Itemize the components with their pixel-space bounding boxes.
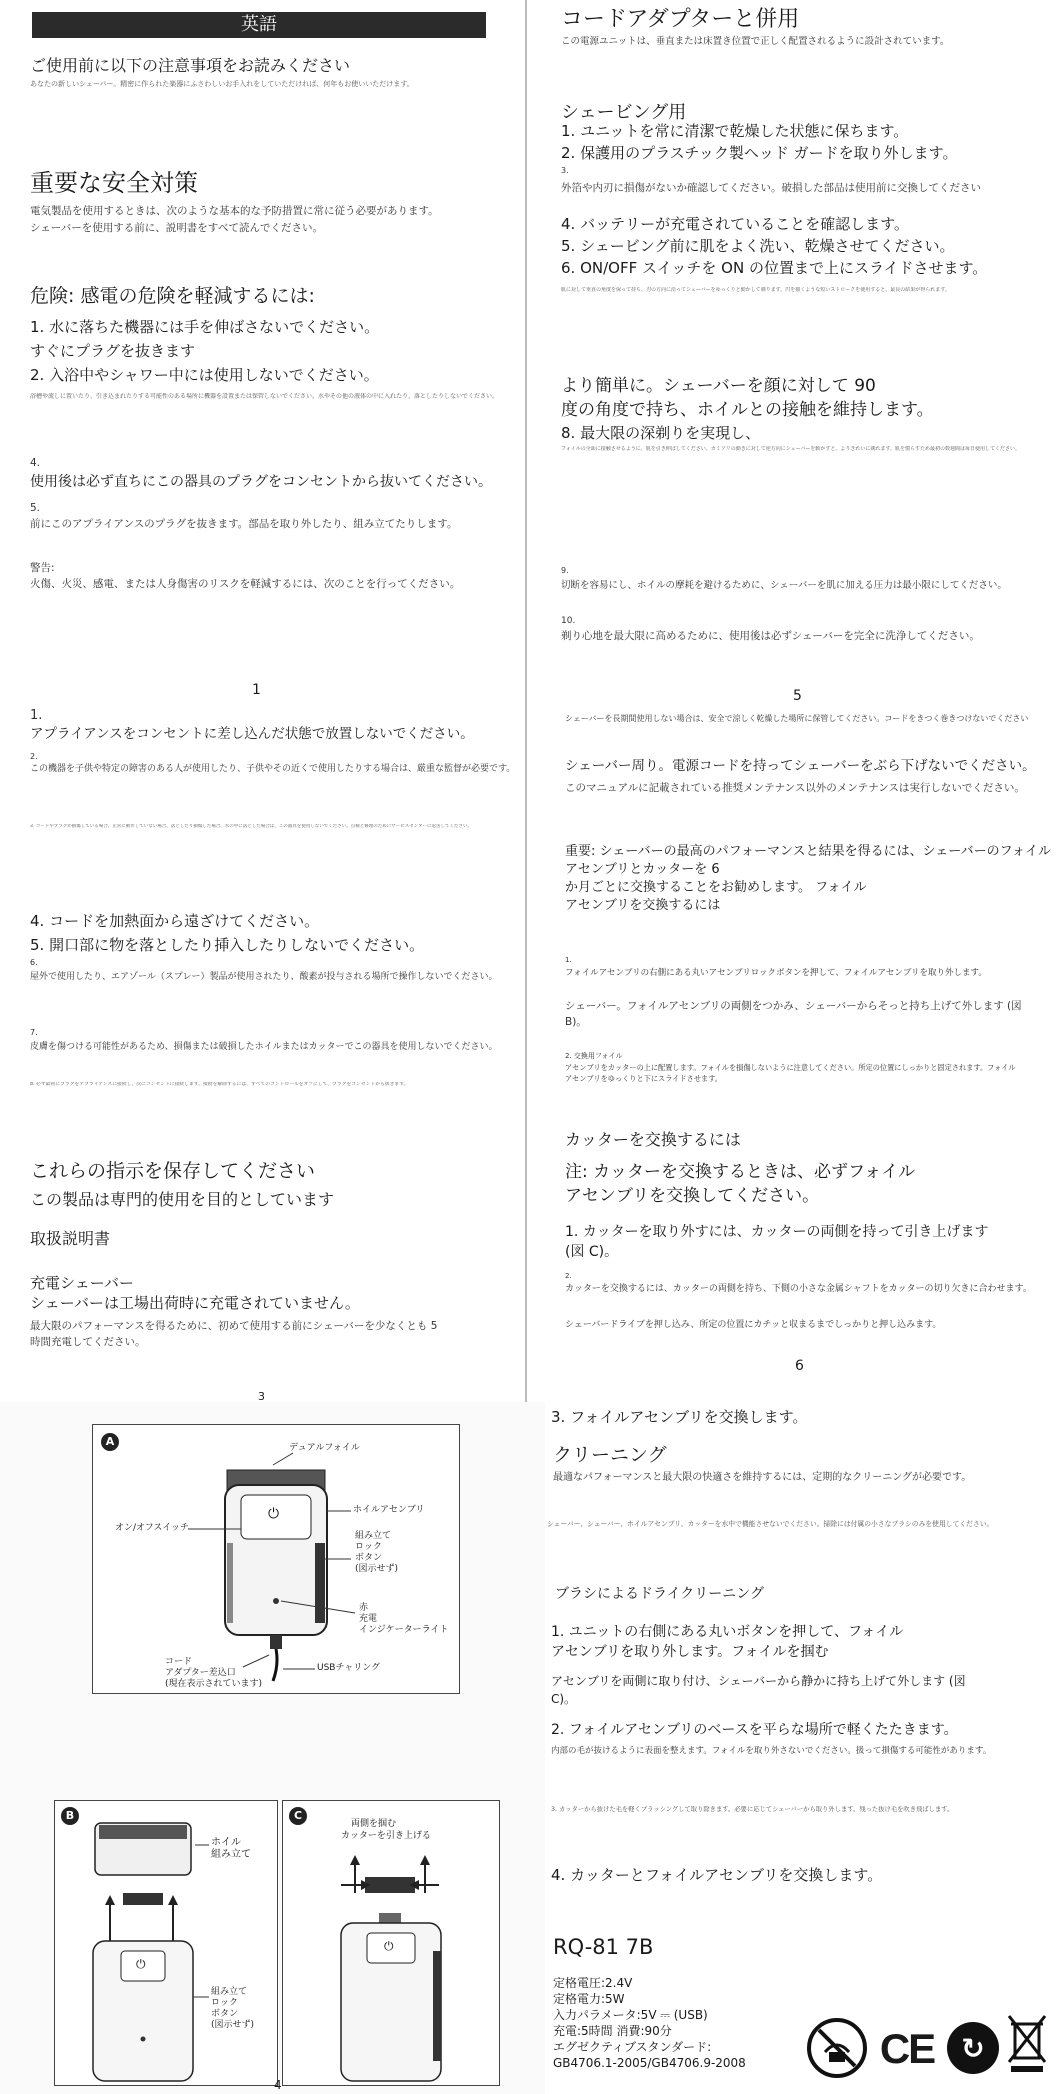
important-note-3: か月ごとに交換することをお勧めします。 フォイル — [565, 880, 867, 895]
danger-item-2: 2. 入浴中やシャワー中には使用しないでください。 — [30, 366, 379, 384]
figure-b-badge: B — [61, 1807, 79, 1825]
page-number: 6 — [795, 1358, 804, 1374]
spec-standard: GB4706.1-2005/GB4706.9-2008 — [553, 2056, 746, 2070]
figure-a-badge: A — [101, 1433, 119, 1451]
page-number: 3 — [258, 1390, 265, 1402]
important-note-4: アセンブリを交換するには — [565, 898, 721, 913]
foil-step-2b: アセンブリをゆっくりと下にスライドさせます。 — [565, 1074, 722, 1083]
cutter-step-2: カッターを交換するには、カッターの両側を持ち、下側の小さな金属シャフトをカッターの切り欠きに合わせます。 — [565, 1284, 1032, 1294]
charging-title: 充電シェーバー — [30, 1274, 134, 1292]
weee-bin-icon — [1005, 2012, 1049, 2076]
label-cord: コード — [165, 1657, 193, 1667]
shaver-illustration — [93, 1425, 459, 1693]
danger-item-3: 浴槽や流しに置いたり、引き込まれたりする可能性のある場所に機器を設置または保管しないでください。水やその他の液体の中に入れたり、落としたりしないでください。 — [30, 393, 499, 400]
danger-item-4: 使用後は必ず直ちにこの器具のプラグをコンセントから抜いてください。 — [30, 474, 492, 490]
foil-step-2-title: 2. 交換用フォイル — [565, 1052, 623, 1060]
page-7 — [545, 1402, 1059, 2094]
label-usb-charging: USBチャリング — [317, 1663, 381, 1673]
item-3: 3. コードやプラグが損傷している場合、正常に動作していない場合、落としたり損傷した場合、水の中に落とした場合は、この器具を使用しないでください。点検と修理のためにサービスセンターに返送してください。 — [30, 824, 473, 829]
danger-item-5: 前にこのアプライアンスのプラグを抜きます。部品を取り外したり、組み立てたりします。 — [30, 518, 458, 530]
label-currently-shown: (現在表示されています) — [165, 1679, 263, 1689]
label-lock-1: 組み立て — [355, 1531, 392, 1541]
power-icon: ⏻ — [268, 1506, 280, 1522]
label-dual-foil: デュアルフォイル — [289, 1443, 360, 1453]
shaving-step-9-number: 9. — [561, 566, 569, 575]
step-3-replace-foil: 3. フォイルアセンブリを交換します。 — [551, 1408, 808, 1426]
language-header: 英語 — [32, 12, 486, 38]
page-number: 5 — [793, 688, 802, 702]
item-7: 皮膚を傷つける可能性があるため、損傷または破損したホイルまたはカッターでこの器具を使用しないでください。 — [30, 1042, 498, 1052]
brush-step-1a: 1. ユニットの右側にある丸いボタンを押して、フォイル — [551, 1624, 904, 1640]
shaving-step-6-detail: 肌に対して垂直の角度を保って持ち、刃の方向に沿ってシェーバーをゆっくりと動かして剃ります。円を描くような短いストロークを使用すると、最良の結果が得られます。 — [561, 287, 950, 293]
label-charge: 充電 — [359, 1614, 378, 1624]
label-adapter-port: アダプター差込口 — [165, 1668, 236, 1678]
charging-subtitle: シェーバーは工場出荷時に充電されていません。 — [30, 1294, 360, 1312]
shaving-step-9: 切断を容易にし、ホイルの摩耗を避けるために、シェーバーを肌に加える圧力は最小限にしてください。 — [561, 580, 1007, 591]
professional-use-note: この製品は専門的使用を目的としています — [30, 1190, 335, 1209]
brush-step-1b: アセンブリを取り外します。フォイルを掴む — [551, 1644, 829, 1660]
no-water-icon — [807, 2018, 867, 2078]
danger-item-1b: すぐにプラグを抜きます — [30, 342, 196, 360]
brush-step-1d: C)。 — [551, 1692, 577, 1706]
shaving-step-4: 4. バッテリーが充電されていることを確認します。 — [561, 215, 909, 233]
shaving-step-7a: より簡単に。シェーバーを顔に対して 90 — [561, 376, 876, 396]
spec-input: 入力パラメータ:5V ⎓ (USB) — [553, 2008, 708, 2022]
item-8: 8. 必ず最初にプラグをアプライアンスに接続し、次にコンセントに接続します。接続を解除するには、すべてのコントロールをオフにして、プラグをコンセントから抜きます。 — [30, 1082, 409, 1087]
page-1 — [0, 0, 527, 702]
shaving-step-10: 剃り心地を最大限に高めるために、使用後は必ずシェーバーを完全に洗浄してください。 — [561, 630, 980, 642]
adapter-subtitle: この電源ユニットは、垂直または床置き位置で正しく配置されるように設計されています。 — [561, 36, 950, 47]
brush-cleaning-title: ブラシによるドライクリーニング — [555, 1586, 765, 1602]
label-lock-3: ボタン — [355, 1553, 383, 1563]
cleaning-title: クリーニング — [553, 1444, 667, 1466]
safety-title: 重要な安全対策 — [30, 169, 198, 197]
recycle-icon: ↻ — [947, 2022, 999, 2074]
item-6: 屋外で使用したり、エアゾール（スプレー）製品が使用されたり、酸素が投与される場所で操作しないでください。 — [30, 972, 498, 982]
adapter-title: コードアダプターと併用 — [561, 7, 800, 32]
shaving-step-10-number: 10. — [561, 616, 576, 626]
item-4: 4. コードを加熱面から遠ざけてください。 — [30, 912, 320, 930]
danger-item-5-number: 5. — [30, 502, 41, 514]
label-foil-assembly: ホイルアセンブリ — [353, 1505, 425, 1515]
shaving-step-3: 外箔や内刃に損傷がないか確認してください。破損した部品は使用前に交換してください — [561, 182, 981, 194]
label-lock-2: ロック — [211, 1998, 238, 2008]
intro-title: ご使用前に以下の注意事項をお読みください — [30, 56, 351, 75]
label-foil: ホイル — [211, 1837, 241, 1848]
cleaning-subtitle: 最適なパフォーマンスと最大限の快適さを維持するには、定期的なクリーニングが必要です。 — [553, 1472, 972, 1483]
danger-item-4-number: 4. — [30, 457, 41, 469]
cutter-note-1: 注: カッターを交換するときは、必ずフォイル — [565, 1162, 916, 1182]
ce-mark-icon: CE — [879, 2025, 935, 2072]
spec-voltage: 定格電圧:2.4V — [553, 1976, 633, 1990]
label-assembly: 組み立て — [211, 1849, 251, 1860]
manual-title: 取扱説明書 — [30, 1229, 111, 1248]
page-5 — [527, 0, 1059, 702]
shaving-step-1: 1. ユニットを常に清潔で乾燥した状態に保ちます。 — [561, 122, 909, 140]
page-4 — [0, 1402, 545, 2094]
step-4-replace-cutter: 4. カッターとフォイルアセンブリを交換します。 — [551, 1866, 883, 1884]
danger-title: 危険: 感電の危険を軽減するには: — [30, 285, 315, 307]
foil-step-2: アセンブリをカッターの上に配置します。フォイルを損傷しないように注意してください。所定の位置にしっかりと固定されます。フォイル — [565, 1063, 1016, 1072]
page-3 — [0, 702, 527, 1402]
fold-line — [525, 0, 527, 1402]
storage-note: シェーバーを長期間使用しない場合は、安全で涼しく乾燥した場所に保管してください。コードをきつく巻きつけないでください — [565, 714, 1029, 723]
label-indicator-light: インジケーターライト — [359, 1625, 449, 1635]
cutter-title: カッターを交換するには — [565, 1130, 741, 1149]
brush-step-2: 2. フォイルアセンブリのベースを平らな場所で軽くたたきます。 — [551, 1722, 958, 1738]
important-note-2: アセンブリとカッターを 6 — [565, 862, 720, 877]
cleaning-note: シェーバー、シェーバー、ホイルアセンブリ、カッターを水中で機能させないでください。掃除には付属の小さなブラシのみを使用してください。 — [547, 1520, 994, 1528]
item-2: この機器を子供や特定の障害のある人が使用したり、子供やその近くで使用したりする場合は、厳重な監督が必要です。 — [30, 764, 516, 774]
label-lock-1: 組み立て — [211, 1987, 248, 1997]
shaving-step-3-number: 3. — [561, 166, 569, 175]
safety-line-1: 電気製品を使用するときは、次のような基本的な予防措置に常に従う必要があります。 — [30, 205, 439, 217]
figure-a — [92, 1424, 460, 1694]
safety-line-2: シェーバーを使用する前に、説明書をすべて読んでください。 — [30, 222, 324, 234]
shaving-title: シェービング用 — [561, 102, 687, 123]
danger-item-1a: 1. 水に落ちた機器には手を伸ばさないでください。 — [30, 318, 380, 336]
figure-c — [282, 1800, 500, 2086]
maintenance-note: このマニュアルに記載されている推奨メンテナンス以外のメンテナンスは実行しないでください。 — [565, 782, 1025, 794]
warning-title: 警告: — [30, 562, 55, 574]
warning-text: 火傷、火災、感電、または人身傷害のリスクを軽減するには、次のことを行ってください。 — [30, 578, 461, 590]
foil-step-1c: B)。 — [565, 1016, 587, 1028]
intro-subtitle: あなたの新しいシェーバー。精密に作られた楽器にふさわしいお手入れをしていただければ、何年もお使いいただけます。 — [30, 80, 414, 88]
page-6 — [527, 702, 1059, 1402]
item-5: 5. 開口部に物を落としたり挿入したりしないでください。 — [30, 936, 425, 954]
brush-step-1c: アセンブリを両側に取り付け、シェーバーから静かに持ち上げて外します (図 — [551, 1674, 966, 1688]
page-number: 4 — [274, 2078, 282, 2092]
label-on-off-switch: オン/オフスイッチ — [115, 1523, 190, 1533]
foil-removal-illustration — [55, 1801, 277, 2085]
label-red: 赤 — [359, 1603, 369, 1613]
figure-b — [54, 1800, 278, 2086]
foil-step-1b: シェーバー。フォイルアセンブリの両側をつかみ、シェーバーからそっと持ち上げて外します (図 — [565, 1000, 1022, 1012]
cutter-step-1a: 1. カッターを取り外すには、カッターの両側を持って引き上げます — [565, 1224, 989, 1240]
power-icon: ⏻ — [384, 1939, 394, 1953]
important-note-1: 重要: シェーバーの最高のパフォーマンスと結果を得るには、シェーバーのフォイル — [565, 844, 1052, 859]
item-1: アプライアンスをコンセントに差し込んだ状態で放置しないでください。 — [30, 726, 474, 742]
power-icon: ⏻ — [136, 1957, 146, 1971]
label-lock-3: ボタン — [211, 2009, 239, 2019]
label-lock-4: (図示せず) — [211, 2020, 255, 2030]
cutter-note-2: アセンブリを交換してください。 — [565, 1186, 820, 1206]
save-instructions-title: これらの指示を保存してください — [30, 1160, 316, 1182]
figure-c-badge: C — [289, 1807, 307, 1825]
spec-standard-title: エグゼクティブスタンダード: — [553, 2040, 712, 2054]
cutter-step-2-number: 2. — [565, 1272, 572, 1280]
shaving-step-2: 2. 保護用のプラスチック製ヘッド ガードを取り外します。 — [561, 144, 958, 162]
spec-power: 定格電力:5W — [553, 1992, 625, 2006]
item-1-number: 1. — [30, 708, 43, 723]
shaving-step-8: 8. 最大限の深剃りを実現し、 — [561, 424, 761, 442]
spec-charging: 充電:5時間 消費:90分 — [553, 2024, 672, 2038]
cutter-step-3: シェーバードライブを押し込み、所定の位置にカチッと収まるまでしっかりと押し込みます。 — [565, 1320, 942, 1330]
foil-step-1: フォイルアセンブリの右側にある丸いアセンブリロックボタンを押して、フォイルアセンブリを取り外します。 — [565, 968, 987, 978]
label-lock-4: (図示せず) — [355, 1564, 399, 1574]
item-6-number: 6. — [30, 958, 38, 967]
label-lock-2: ロック — [355, 1542, 382, 1552]
foil-step-1-number: 1. — [565, 956, 572, 964]
cutter-step-1b: (図 C)。 — [565, 1244, 619, 1260]
shaving-step-8-detail: フォイルの全面に接触させるように、肌を引き伸ばしてください。カミソリの動きに対して逆方向にシェーバーを動かすと、よりきれいに剃れます。肌を慣らすため最初の数週間は毎日使用してください。 — [561, 446, 1021, 452]
charging-text-2: 時間充電してください。 — [30, 1336, 146, 1348]
item-2-number: 2. — [30, 752, 38, 761]
model-number: RQ-81 7B — [553, 1935, 654, 1959]
shaving-step-6: 6. ON/OFF スイッチを ON の位置まで上にスライドさせます。 — [561, 259, 988, 277]
cord-warning: シェーバー周り。電源コードを持ってシェーバーをぶら下げないでください。 — [565, 758, 1036, 774]
shaving-step-5: 5. シェービング前に肌をよく洗い、乾燥させてください。 — [561, 237, 955, 255]
shaving-step-7b: 度の角度で持ち、ホイルとの接触を維持します。 — [561, 400, 934, 420]
page-number: 1 — [252, 682, 261, 698]
charging-text-1: 最大限のパフォーマンスを得るために、初めて使用する前にシェーバーを少なくとも 5 — [30, 1320, 438, 1332]
item-7-number: 7. — [30, 1028, 38, 1037]
label-pull-up-cutter: カッターを引き上げる — [341, 1831, 431, 1841]
label-grab-both-sides: 両側を掴む — [351, 1819, 397, 1829]
brush-step-3: 3. カッターから抜けた毛を軽くブラッシングして取り除きます。必要に応じてシェーバーから取り外します。残った抜け毛を吹き飛ばします。 — [551, 1806, 954, 1813]
brush-step-2-detail: 内部の毛が抜けるように表面を整えます。フォイルを取り外さないでください。扱って損傷する可能性があります。 — [551, 1746, 992, 1756]
